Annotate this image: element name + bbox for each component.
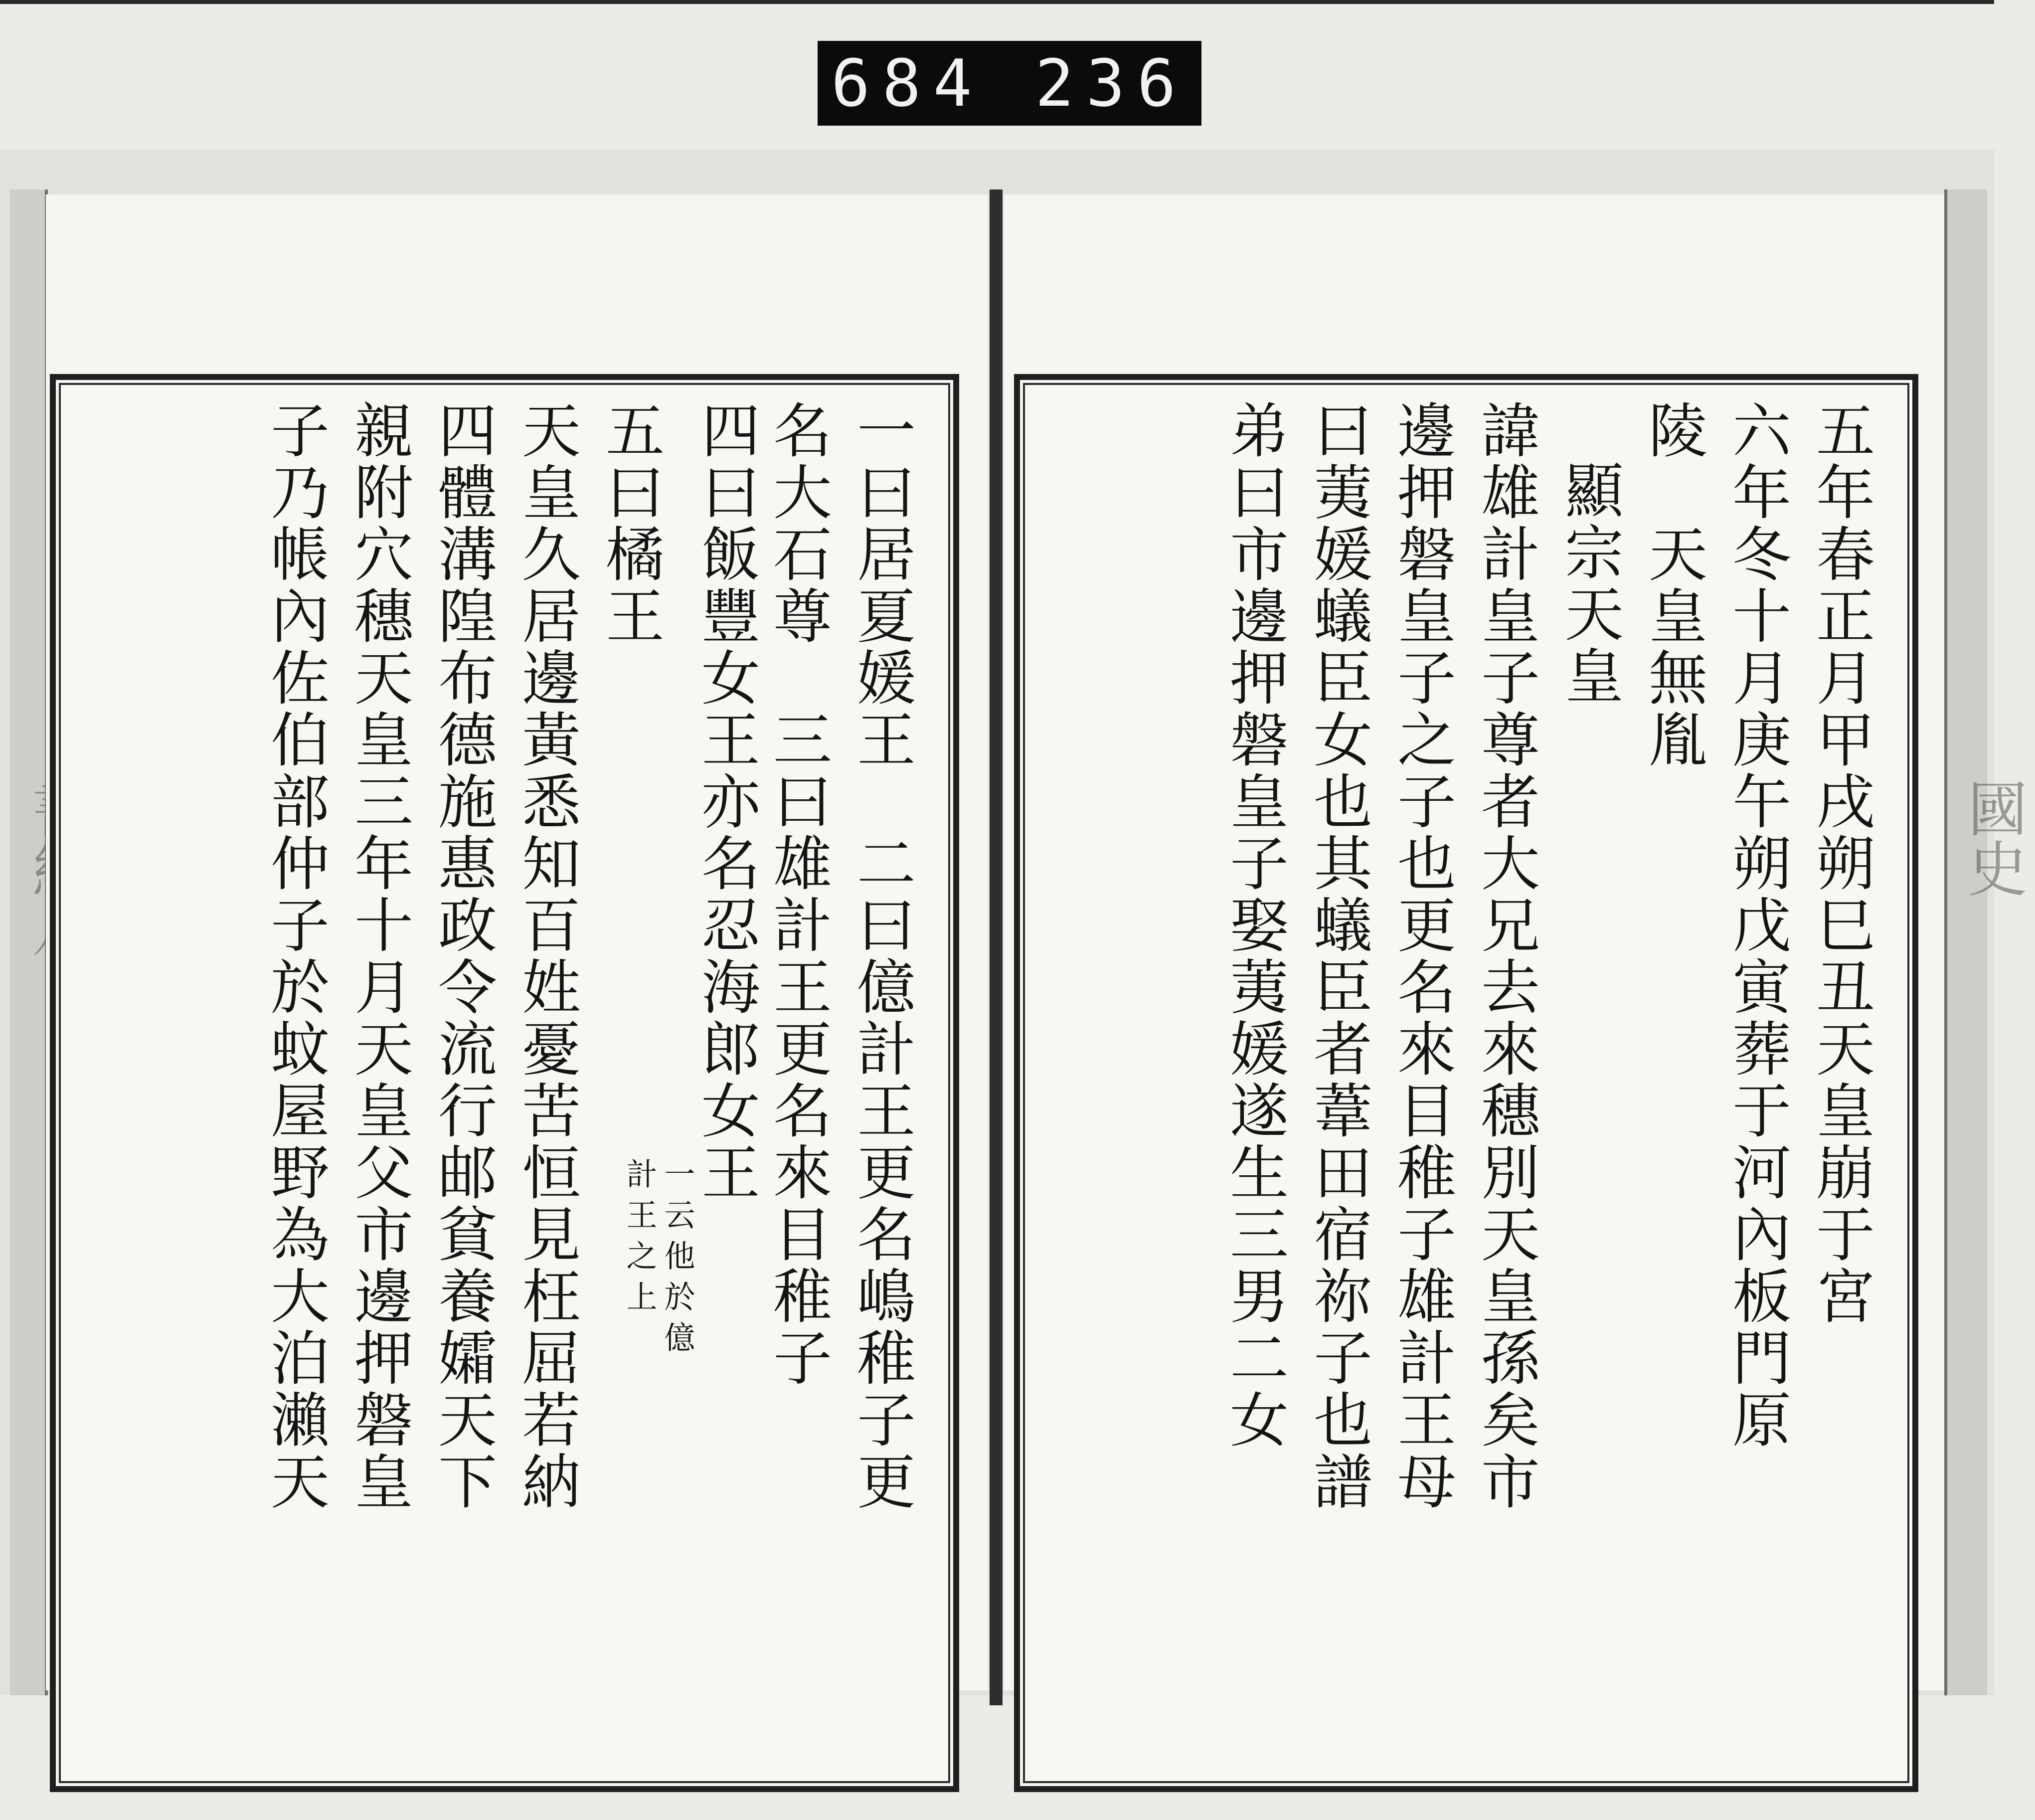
right-page-text-column-6: 邊押磐皇子之子也更名來目稚子雄計王母: [1387, 400, 1456, 1513]
right-page-text-column-3: 陵 天皇無胤: [1639, 400, 1707, 771]
right-outer-page-edge: [1944, 189, 1987, 1695]
left-page-text-column-4: 五曰橘王: [596, 400, 665, 647]
reference-number-label: 684 236: [818, 41, 1201, 126]
left-page-text-frame: [50, 374, 959, 1792]
right-page-text: [1050, 400, 1882, 1756]
interlinear-note-line: 計王之上: [621, 1158, 658, 1321]
scan-top-rule: [0, 0, 1994, 4]
right-page: [1004, 194, 1944, 1690]
left-page-text-column-2: 名大石尊 三曰雄計王更名來目稚子: [763, 400, 832, 1389]
left-page-text-column-5: 天皇久居邊黃悉知百姓憂苦恒見枉屈若納: [512, 400, 581, 1513]
left-page-text-column-6: 四體溝隍布德施惠政令流行邮貧養孀天下: [428, 400, 497, 1513]
right-page-text-column-5: 諱雄計皇子尊者大兄去來穗別天皇孫矣市: [1471, 400, 1540, 1513]
right-page-text-column-7: 曰荑媛蟻臣女也其蟻臣者葦田宿祢子也譜: [1304, 400, 1372, 1513]
right-page-text-column-8: 弟曰市邊押磐皇子娶荑媛遂生三男二女: [1220, 400, 1289, 1451]
left-page: [46, 194, 988, 1690]
right-page-text-column-2: 六年冬十月庚午朔戊寅葬于河內板門原: [1722, 400, 1791, 1451]
right-page-text-column-1: 五年春正月甲戌朔巳丑天皇崩于宮: [1806, 400, 1875, 1327]
open-book: [0, 189, 2027, 1705]
left-page-text-column-7: 親附穴穗天皇三年十月天皇父市邊押磐皇: [344, 400, 413, 1513]
book-spine: [990, 189, 1003, 1705]
interlinear-note-line: 一云他於億: [659, 1158, 695, 1362]
left-page-column-main-text: 四曰飯豐女王亦名忍海郎女王: [691, 400, 760, 1204]
right-page-text-frame: [1014, 374, 1918, 1792]
left-page-text: [86, 400, 923, 1756]
right-edge-running-title: 國史: [1958, 778, 2027, 898]
interlinear-note: [620, 1158, 696, 1362]
left-page-text-column-1: 一曰居夏媛王 二曰億計王更名嶋稚子更: [847, 400, 916, 1513]
left-page-text-column-8: 子乃帳內佐伯部仲子於蚊屋野為大泊瀨天: [261, 400, 330, 1513]
right-page-text-column-4: 顯宗天皇: [1555, 460, 1624, 707]
